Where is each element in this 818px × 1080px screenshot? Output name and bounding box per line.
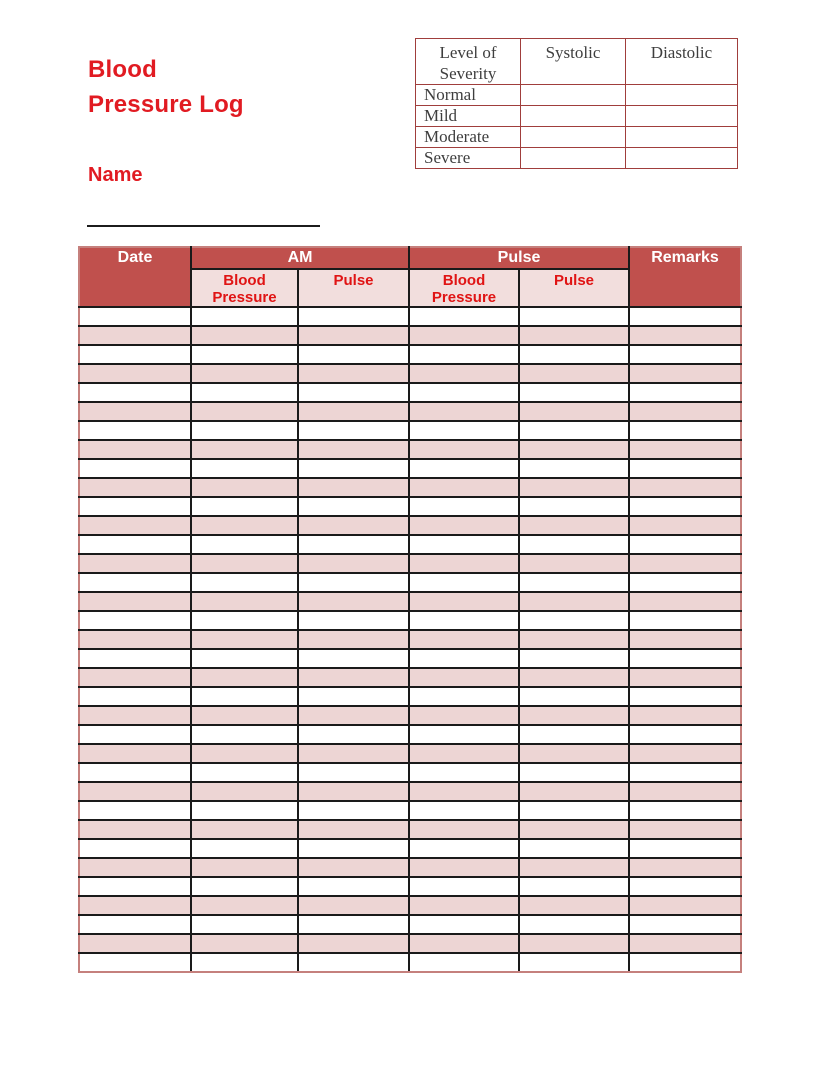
log-cell-pulse-pm[interactable] [519, 573, 629, 592]
log-header-date: Date [79, 247, 191, 307]
log-cell-date[interactable] [79, 383, 191, 402]
log-row [79, 839, 741, 858]
log-cell-bp-pm[interactable] [409, 649, 519, 668]
log-cell-bp-pm[interactable] [409, 554, 519, 573]
log-cell-bp-pm[interactable] [409, 535, 519, 554]
log-cell-remarks[interactable] [629, 877, 741, 896]
log-cell-date[interactable] [79, 516, 191, 535]
log-cell-pulse-am[interactable] [298, 706, 409, 725]
log-cell-pulse-am[interactable] [298, 820, 409, 839]
log-cell-pulse-am[interactable] [298, 725, 409, 744]
name-signature-line[interactable] [87, 209, 320, 227]
log-cell-date[interactable] [79, 421, 191, 440]
log-cell-date[interactable] [79, 915, 191, 934]
log-row [79, 535, 741, 554]
log-cell-date[interactable] [79, 307, 191, 326]
log-cell-bp-pm[interactable] [409, 345, 519, 364]
log-cell-bp-pm[interactable] [409, 440, 519, 459]
log-cell-bp-am[interactable] [191, 440, 298, 459]
log-cell-date[interactable] [79, 839, 191, 858]
log-cell-date[interactable] [79, 706, 191, 725]
log-cell-pulse-pm[interactable] [519, 516, 629, 535]
log-cell-remarks[interactable] [629, 934, 741, 953]
log-row [79, 497, 741, 516]
log-cell-remarks[interactable] [629, 326, 741, 345]
doc-title-line1: Blood [88, 56, 157, 83]
log-cell-date[interactable] [79, 744, 191, 763]
log-cell-pulse-am[interactable] [298, 592, 409, 611]
log-header-remarks: Remarks [629, 247, 741, 307]
log-cell-bp-am[interactable] [191, 915, 298, 934]
log-row [79, 364, 741, 383]
log-cell-pulse-pm[interactable] [519, 858, 629, 877]
log-cell-bp-pm[interactable] [409, 326, 519, 345]
log-row [79, 858, 741, 877]
log-cell-date[interactable] [79, 668, 191, 687]
log-cell-bp-am[interactable] [191, 554, 298, 573]
log-cell-remarks[interactable] [629, 345, 741, 364]
log-cell-pulse-am[interactable] [298, 516, 409, 535]
log-cell-pulse-am[interactable] [298, 763, 409, 782]
log-row [79, 687, 741, 706]
severity-header-row [416, 39, 738, 85]
log-cell-pulse-pm[interactable] [519, 383, 629, 402]
log-cell-bp-pm[interactable] [409, 478, 519, 497]
log-cell-pulse-pm[interactable] [519, 820, 629, 839]
log-row [79, 630, 741, 649]
log-cell-pulse-am[interactable] [298, 459, 409, 478]
log-cell-bp-am[interactable] [191, 934, 298, 953]
log-cell-bp-am[interactable] [191, 706, 298, 725]
log-cell-bp-pm[interactable] [409, 307, 519, 326]
log-cell-bp-am[interactable] [191, 896, 298, 915]
log-cell-pulse-pm[interactable] [519, 839, 629, 858]
log-cell-remarks[interactable] [629, 782, 741, 801]
log-cell-bp-pm[interactable] [409, 516, 519, 535]
log-cell-remarks[interactable] [629, 915, 741, 934]
log-cell-bp-am[interactable] [191, 459, 298, 478]
severity-col-header-level: Level of Severity [416, 39, 521, 85]
log-cell-remarks[interactable] [629, 554, 741, 573]
log-cell-pulse-am[interactable] [298, 440, 409, 459]
severity-systolic-cell[interactable] [521, 106, 626, 127]
log-cell-bp-pm[interactable] [409, 364, 519, 383]
log-cell-bp-pm[interactable] [409, 915, 519, 934]
log-header-group-pm: Pulse [409, 247, 629, 269]
log-cell-bp-pm[interactable] [409, 611, 519, 630]
severity-row-moderate [416, 127, 738, 148]
log-cell-bp-am[interactable] [191, 402, 298, 421]
log-cell-date[interactable] [79, 649, 191, 668]
log-row [79, 554, 741, 573]
log-cell-bp-pm[interactable] [409, 383, 519, 402]
log-cell-remarks[interactable] [629, 649, 741, 668]
log-cell-pulse-am[interactable] [298, 497, 409, 516]
log-cell-bp-pm[interactable] [409, 896, 519, 915]
severity-systolic-cell[interactable] [521, 127, 626, 148]
log-cell-bp-am[interactable] [191, 839, 298, 858]
log-cell-remarks[interactable] [629, 516, 741, 535]
log-cell-pulse-pm[interactable] [519, 440, 629, 459]
log-cell-bp-am[interactable] [191, 383, 298, 402]
log-cell-remarks[interactable] [629, 383, 741, 402]
log-cell-remarks[interactable] [629, 478, 741, 497]
log-cell-date[interactable] [79, 763, 191, 782]
log-cell-pulse-am[interactable] [298, 307, 409, 326]
log-cell-date[interactable] [79, 611, 191, 630]
log-cell-bp-am[interactable] [191, 801, 298, 820]
log-cell-pulse-am[interactable] [298, 915, 409, 934]
severity-row-label: Mild [416, 106, 521, 127]
log-cell-bp-pm[interactable] [409, 459, 519, 478]
log-row [79, 592, 741, 611]
log-row [79, 915, 741, 934]
log-cell-date[interactable] [79, 554, 191, 573]
log-row [79, 801, 741, 820]
log-row [79, 440, 741, 459]
log-cell-bp-am[interactable] [191, 516, 298, 535]
log-cell-bp-am[interactable] [191, 953, 298, 972]
log-cell-pulse-pm[interactable] [519, 668, 629, 687]
log-cell-pulse-pm[interactable] [519, 649, 629, 668]
log-row [79, 573, 741, 592]
severity-systolic-cell[interactable] [521, 148, 626, 169]
log-cell-bp-am[interactable] [191, 820, 298, 839]
doc-title-line2: Pressure Log [88, 91, 244, 118]
log-cell-pulse-pm[interactable] [519, 877, 629, 896]
severity-diastolic-cell[interactable] [626, 148, 738, 169]
log-cell-remarks[interactable] [629, 706, 741, 725]
log-cell-date[interactable] [79, 896, 191, 915]
severity-table [415, 38, 738, 169]
log-cell-bp-am[interactable] [191, 478, 298, 497]
log-table-body [79, 307, 741, 972]
severity-diastolic-cell[interactable] [626, 127, 738, 148]
log-row [79, 402, 741, 421]
severity-row-mild [416, 106, 738, 127]
log-cell-pulse-pm[interactable] [519, 953, 629, 972]
log-cell-bp-pm[interactable] [409, 725, 519, 744]
log-cell-pulse-pm[interactable] [519, 611, 629, 630]
log-cell-bp-am[interactable] [191, 668, 298, 687]
severity-diastolic-cell[interactable] [626, 106, 738, 127]
severity-row-label: Moderate [416, 127, 521, 148]
log-cell-bp-am[interactable] [191, 307, 298, 326]
log-cell-bp-pm[interactable] [409, 839, 519, 858]
log-cell-date[interactable] [79, 953, 191, 972]
log-cell-pulse-am[interactable] [298, 953, 409, 972]
log-cell-pulse-am[interactable] [298, 934, 409, 953]
log-cell-remarks[interactable] [629, 611, 741, 630]
log-cell-pulse-am[interactable] [298, 383, 409, 402]
log-cell-remarks[interactable] [629, 725, 741, 744]
log-row [79, 763, 741, 782]
log-cell-pulse-pm[interactable] [519, 478, 629, 497]
log-cell-pulse-am[interactable] [298, 649, 409, 668]
log-cell-pulse-pm[interactable] [519, 592, 629, 611]
log-cell-bp-am[interactable] [191, 326, 298, 345]
log-cell-bp-am[interactable] [191, 573, 298, 592]
log-row [79, 649, 741, 668]
log-cell-pulse-am[interactable] [298, 554, 409, 573]
log-cell-date[interactable] [79, 440, 191, 459]
log-cell-bp-pm[interactable] [409, 630, 519, 649]
log-cell-bp-pm[interactable] [409, 668, 519, 687]
log-cell-pulse-am[interactable] [298, 782, 409, 801]
log-cell-pulse-pm[interactable] [519, 725, 629, 744]
log-cell-bp-am[interactable] [191, 877, 298, 896]
log-cell-date[interactable] [79, 687, 191, 706]
log-row [79, 326, 741, 345]
log-cell-remarks[interactable] [629, 364, 741, 383]
log-cell-remarks[interactable] [629, 535, 741, 554]
log-cell-pulse-am[interactable] [298, 877, 409, 896]
log-cell-bp-am[interactable] [191, 421, 298, 440]
log-cell-date[interactable] [79, 402, 191, 421]
log-row [79, 706, 741, 725]
log-cell-pulse-pm[interactable] [519, 402, 629, 421]
log-cell-pulse-pm[interactable] [519, 554, 629, 573]
log-cell-pulse-pm[interactable] [519, 535, 629, 554]
log-cell-remarks[interactable] [629, 839, 741, 858]
log-cell-pulse-am[interactable] [298, 573, 409, 592]
log-cell-date[interactable] [79, 801, 191, 820]
log-cell-remarks[interactable] [629, 744, 741, 763]
log-row [79, 459, 741, 478]
log-row [79, 478, 741, 497]
log-cell-remarks[interactable] [629, 858, 741, 877]
log-cell-remarks[interactable] [629, 820, 741, 839]
severity-col-header-systolic: Systolic [521, 39, 626, 85]
name-label: Name [88, 164, 143, 186]
log-row [79, 421, 741, 440]
log-cell-date[interactable] [79, 364, 191, 383]
log-cell-pulse-am[interactable] [298, 839, 409, 858]
log-cell-remarks[interactable] [629, 896, 741, 915]
log-row [79, 611, 741, 630]
log-subheader-bp-am: Blood Pressure [191, 269, 298, 307]
log-cell-remarks[interactable] [629, 307, 741, 326]
log-row [79, 877, 741, 896]
severity-systolic-cell[interactable] [521, 85, 626, 106]
log-cell-pulse-pm[interactable] [519, 326, 629, 345]
log-cell-bp-pm[interactable] [409, 497, 519, 516]
log-cell-remarks[interactable] [629, 630, 741, 649]
log-cell-bp-am[interactable] [191, 782, 298, 801]
log-cell-remarks[interactable] [629, 421, 741, 440]
log-subheader-bp-pm: Blood Pressure [409, 269, 519, 307]
log-cell-bp-pm[interactable] [409, 820, 519, 839]
log-cell-bp-pm[interactable] [409, 763, 519, 782]
log-row [79, 953, 741, 972]
log-cell-date[interactable] [79, 725, 191, 744]
log-cell-remarks[interactable] [629, 592, 741, 611]
severity-row-normal [416, 85, 738, 106]
log-cell-pulse-pm[interactable] [519, 801, 629, 820]
log-cell-bp-am[interactable] [191, 763, 298, 782]
log-cell-pulse-am[interactable] [298, 896, 409, 915]
log-cell-bp-am[interactable] [191, 630, 298, 649]
log-row [79, 383, 741, 402]
log-cell-pulse-am[interactable] [298, 611, 409, 630]
log-cell-date[interactable] [79, 782, 191, 801]
log-cell-date[interactable] [79, 820, 191, 839]
log-cell-pulse-pm[interactable] [519, 345, 629, 364]
log-row [79, 820, 741, 839]
log-cell-pulse-am[interactable] [298, 858, 409, 877]
log-cell-pulse-am[interactable] [298, 402, 409, 421]
log-cell-pulse-pm[interactable] [519, 763, 629, 782]
log-cell-remarks[interactable] [629, 668, 741, 687]
log-cell-bp-pm[interactable] [409, 801, 519, 820]
log-cell-pulse-pm[interactable] [519, 915, 629, 934]
log-row [79, 896, 741, 915]
bp-log-table [78, 246, 742, 973]
log-cell-bp-am[interactable] [191, 649, 298, 668]
log-cell-bp-pm[interactable] [409, 858, 519, 877]
log-cell-bp-pm[interactable] [409, 573, 519, 592]
log-cell-remarks[interactable] [629, 687, 741, 706]
log-header-group-am: AM [191, 247, 409, 269]
doc-title [88, 52, 244, 122]
log-row [79, 307, 741, 326]
log-cell-pulse-am[interactable] [298, 687, 409, 706]
log-cell-date[interactable] [79, 877, 191, 896]
log-cell-remarks[interactable] [629, 497, 741, 516]
log-cell-bp-pm[interactable] [409, 706, 519, 725]
log-cell-bp-am[interactable] [191, 364, 298, 383]
log-cell-bp-am[interactable] [191, 725, 298, 744]
log-cell-bp-am[interactable] [191, 535, 298, 554]
log-cell-pulse-am[interactable] [298, 421, 409, 440]
log-cell-bp-pm[interactable] [409, 687, 519, 706]
log-cell-date[interactable] [79, 345, 191, 364]
severity-col-header-diastolic: Diastolic [626, 39, 738, 85]
log-row [79, 782, 741, 801]
severity-row-label: Normal [416, 85, 521, 106]
log-cell-bp-pm[interactable] [409, 782, 519, 801]
log-cell-bp-pm[interactable] [409, 592, 519, 611]
log-cell-pulse-pm[interactable] [519, 706, 629, 725]
log-cell-pulse-pm[interactable] [519, 934, 629, 953]
log-cell-pulse-am[interactable] [298, 326, 409, 345]
log-subheader-pulse-pm: Pulse [519, 269, 629, 307]
log-row [79, 934, 741, 953]
log-cell-remarks[interactable] [629, 953, 741, 972]
log-cell-date[interactable] [79, 934, 191, 953]
log-cell-bp-pm[interactable] [409, 934, 519, 953]
log-cell-date[interactable] [79, 535, 191, 554]
log-cell-date[interactable] [79, 858, 191, 877]
log-cell-bp-pm[interactable] [409, 402, 519, 421]
log-cell-bp-am[interactable] [191, 744, 298, 763]
log-cell-bp-pm[interactable] [409, 953, 519, 972]
log-cell-bp-am[interactable] [191, 611, 298, 630]
log-cell-bp-am[interactable] [191, 592, 298, 611]
log-cell-bp-pm[interactable] [409, 421, 519, 440]
log-cell-pulse-pm[interactable] [519, 782, 629, 801]
log-row [79, 725, 741, 744]
log-cell-remarks[interactable] [629, 801, 741, 820]
log-cell-pulse-pm[interactable] [519, 459, 629, 478]
log-cell-pulse-am[interactable] [298, 801, 409, 820]
log-cell-bp-am[interactable] [191, 497, 298, 516]
log-cell-pulse-pm[interactable] [519, 307, 629, 326]
log-cell-remarks[interactable] [629, 402, 741, 421]
log-cell-pulse-pm[interactable] [519, 630, 629, 649]
log-cell-pulse-am[interactable] [298, 630, 409, 649]
log-cell-remarks[interactable] [629, 763, 741, 782]
log-cell-bp-pm[interactable] [409, 877, 519, 896]
log-cell-pulse-pm[interactable] [519, 687, 629, 706]
severity-diastolic-cell[interactable] [626, 85, 738, 106]
log-cell-date[interactable] [79, 573, 191, 592]
log-cell-date[interactable] [79, 478, 191, 497]
log-cell-pulse-pm[interactable] [519, 364, 629, 383]
log-cell-pulse-am[interactable] [298, 535, 409, 554]
log-cell-date[interactable] [79, 497, 191, 516]
log-cell-pulse-pm[interactable] [519, 896, 629, 915]
log-cell-date[interactable] [79, 459, 191, 478]
log-cell-pulse-pm[interactable] [519, 497, 629, 516]
log-subheader-pulse-am: Pulse [298, 269, 409, 307]
log-cell-pulse-am[interactable] [298, 744, 409, 763]
log-cell-bp-am[interactable] [191, 687, 298, 706]
log-cell-bp-am[interactable] [191, 858, 298, 877]
log-cell-pulse-am[interactable] [298, 478, 409, 497]
log-header-group-row [79, 247, 741, 269]
log-row [79, 668, 741, 687]
log-cell-date[interactable] [79, 592, 191, 611]
log-cell-pulse-am[interactable] [298, 364, 409, 383]
severity-row-label: Severe [416, 148, 521, 169]
log-cell-date[interactable] [79, 630, 191, 649]
severity-row-severe [416, 148, 738, 169]
log-row [79, 744, 741, 763]
log-cell-pulse-pm[interactable] [519, 744, 629, 763]
log-cell-remarks[interactable] [629, 459, 741, 478]
log-cell-bp-pm[interactable] [409, 744, 519, 763]
log-cell-pulse-am[interactable] [298, 345, 409, 364]
log-row [79, 516, 741, 535]
log-cell-pulse-pm[interactable] [519, 421, 629, 440]
log-cell-date[interactable] [79, 326, 191, 345]
log-cell-remarks[interactable] [629, 440, 741, 459]
log-cell-remarks[interactable] [629, 573, 741, 592]
log-cell-bp-am[interactable] [191, 345, 298, 364]
log-row [79, 345, 741, 364]
log-cell-pulse-am[interactable] [298, 668, 409, 687]
